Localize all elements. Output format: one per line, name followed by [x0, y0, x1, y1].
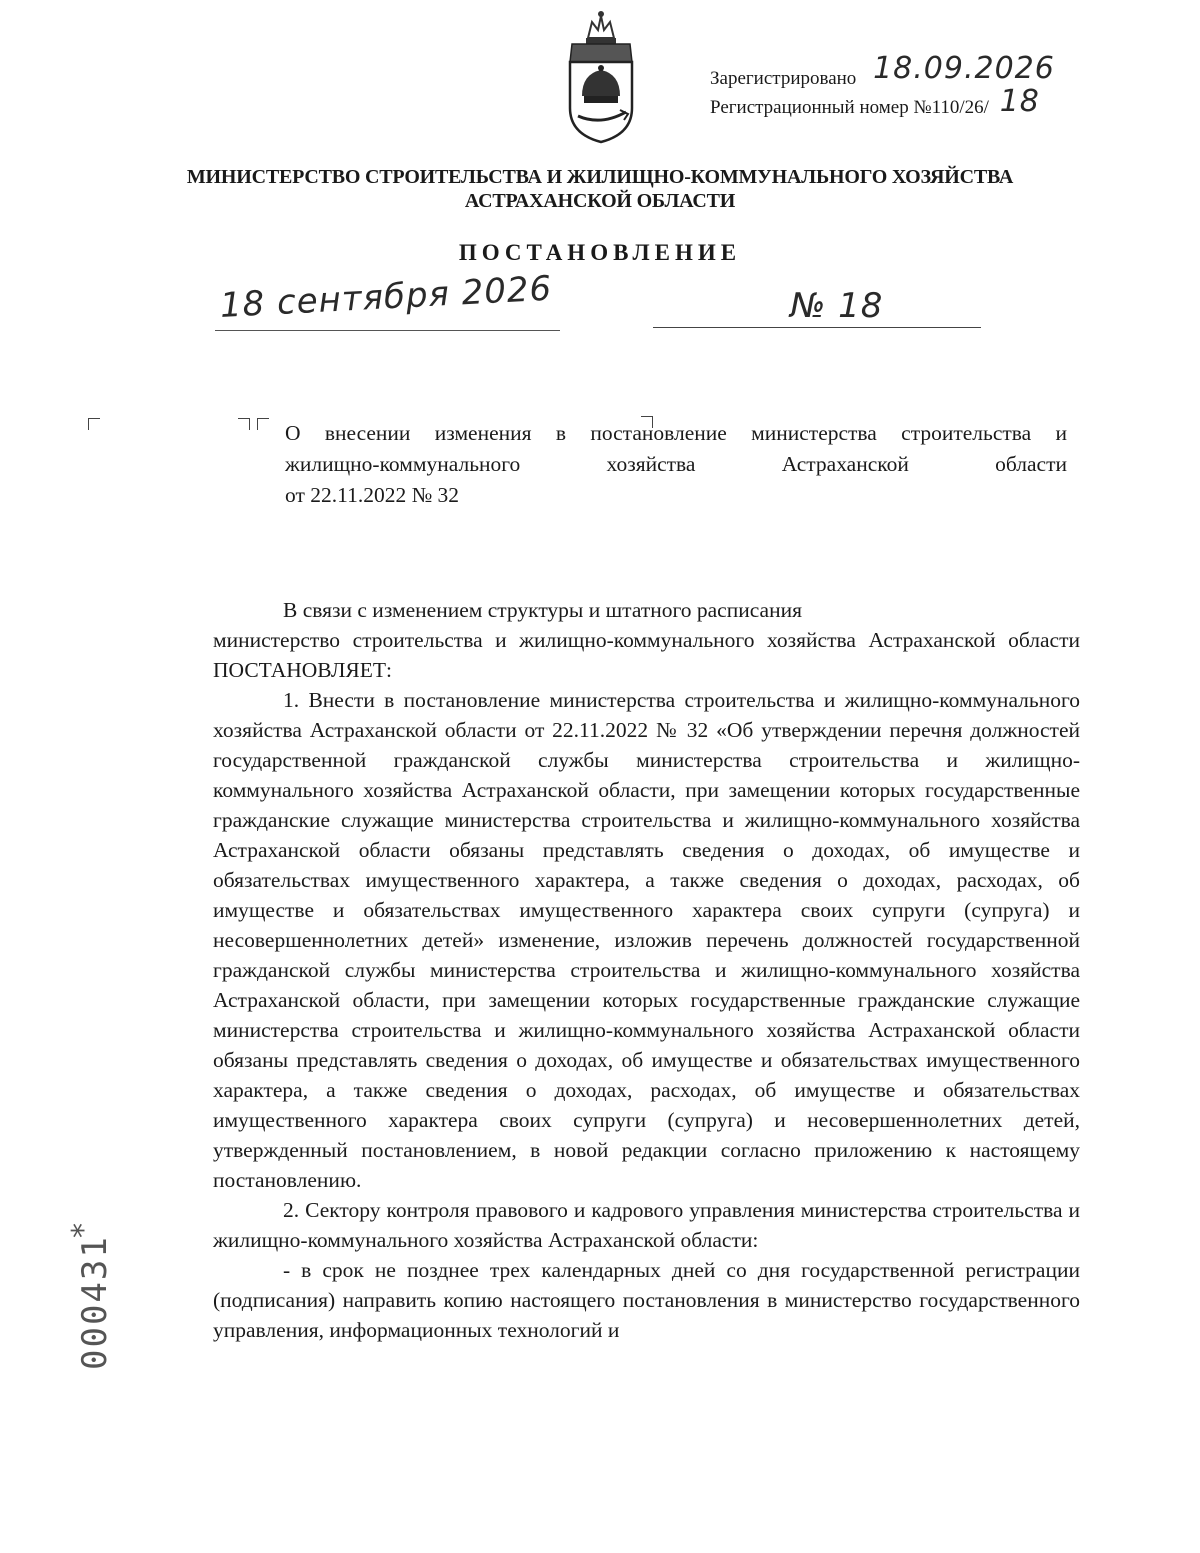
subject-line-1: О внесении изменения в постановление министерства строительства и [285, 421, 1067, 445]
corner-mark-right-b [257, 418, 269, 430]
registration-number-handwritten: 18 [999, 84, 1040, 119]
subject-line-2: жилищно-коммунального хозяйства Астраханской области [285, 452, 1067, 476]
registration-number-label: Регистрационный номер №110/26/ [710, 97, 989, 118]
document-date-handwritten: 18 сентября 2026 [218, 268, 554, 326]
document-number-handwritten: № 18 [790, 286, 884, 326]
registration-label: Зарегистрировано [710, 68, 857, 89]
document-body [213, 595, 1080, 1345]
item-2-paragraph: 2. Сектору контроля правового и кадрового управления министерства строительства и жилищно-коммунального хозяйства Астраханской области: [213, 1198, 1080, 1252]
item-1-paragraph: 1. Внести в постановление министерства строительства и жилищно-коммунального хозяйства Астраханской области от 22.11.2022 № 32 «Об утверждении перечня должностей государственной гражданской службы министерства строительства и жилищно-коммунального хозяйства Астраханской области, при замещении которых государственные гражданские служащие министерства строительства и жилищно-коммунального хозяйства Астраханской области обязаны представлять сведения о доходах, об имуществе и обязательствах имущественного характера, а также сведения о доходах, расходах, об имуществе и обязательствах имущественного характера своих супруги (супруга) и несовершеннолетних детей» изменение, изложив перечень должностей государственной гражданской службы министерства строительства и жилищно-коммунального хозяйства Астраханской области, при замещении которых государственные гражданские служащие министерства строительства и жилищно-коммунального хозяйства Астраханской области обязаны представлять сведения о доходах, об имуществе и обязательствах имущественного характера, а также сведения о доходах, расходах, об имуществе и обязательствах имущественного характера своих супруги (супруга) и несовершеннолетних детей, утвержденный постановлением, в новой редакции согласно приложению к настоящему постановлению. [213, 688, 1080, 1192]
document-subject [285, 418, 1067, 511]
number-underline [653, 327, 981, 328]
ministry-line-2: АСТРАХАНСКОЙ ОБЛАСТИ [464, 190, 736, 212]
ministry-line-1: МИНИСТЕРСТВО СТРОИТЕЛЬСТВА И ЖИЛИЩНО-КОММУНАЛЬНОГО ХОЗЯЙСТВА [186, 166, 1014, 188]
document-type-title: ПОСТАНОВЛЕНИЕ [458, 240, 742, 265]
coat-of-arms-emblem [558, 8, 644, 148]
registration-number-line [710, 84, 1040, 121]
side-stamp-serial: 000431 [75, 1235, 115, 1370]
date-underline [215, 330, 560, 331]
side-stamp-mark: * [66, 1223, 101, 1238]
corner-mark-right-a [238, 418, 250, 430]
item-2-subparagraph: - в срок не позднее трех календарных дней со дня государственной регистрации (подписания) направить копию настоящего постановления в министерство государственного управления, информационных технологий и [213, 1258, 1080, 1342]
corner-mark-left [88, 418, 100, 430]
registration-date-handwritten: 18.09.2026 [873, 51, 1055, 86]
intro-paragraph: министерство строительства и жилищно-коммунального хозяйства Астраханской области ПОСТАНОВЛЯЕТ: [213, 628, 1080, 682]
subject-line-3: от 22.11.2022 № 32 [285, 483, 459, 507]
ministry-header [0, 165, 1200, 213]
intro-line-1: В связи с изменением структуры и штатного расписания [283, 598, 802, 622]
